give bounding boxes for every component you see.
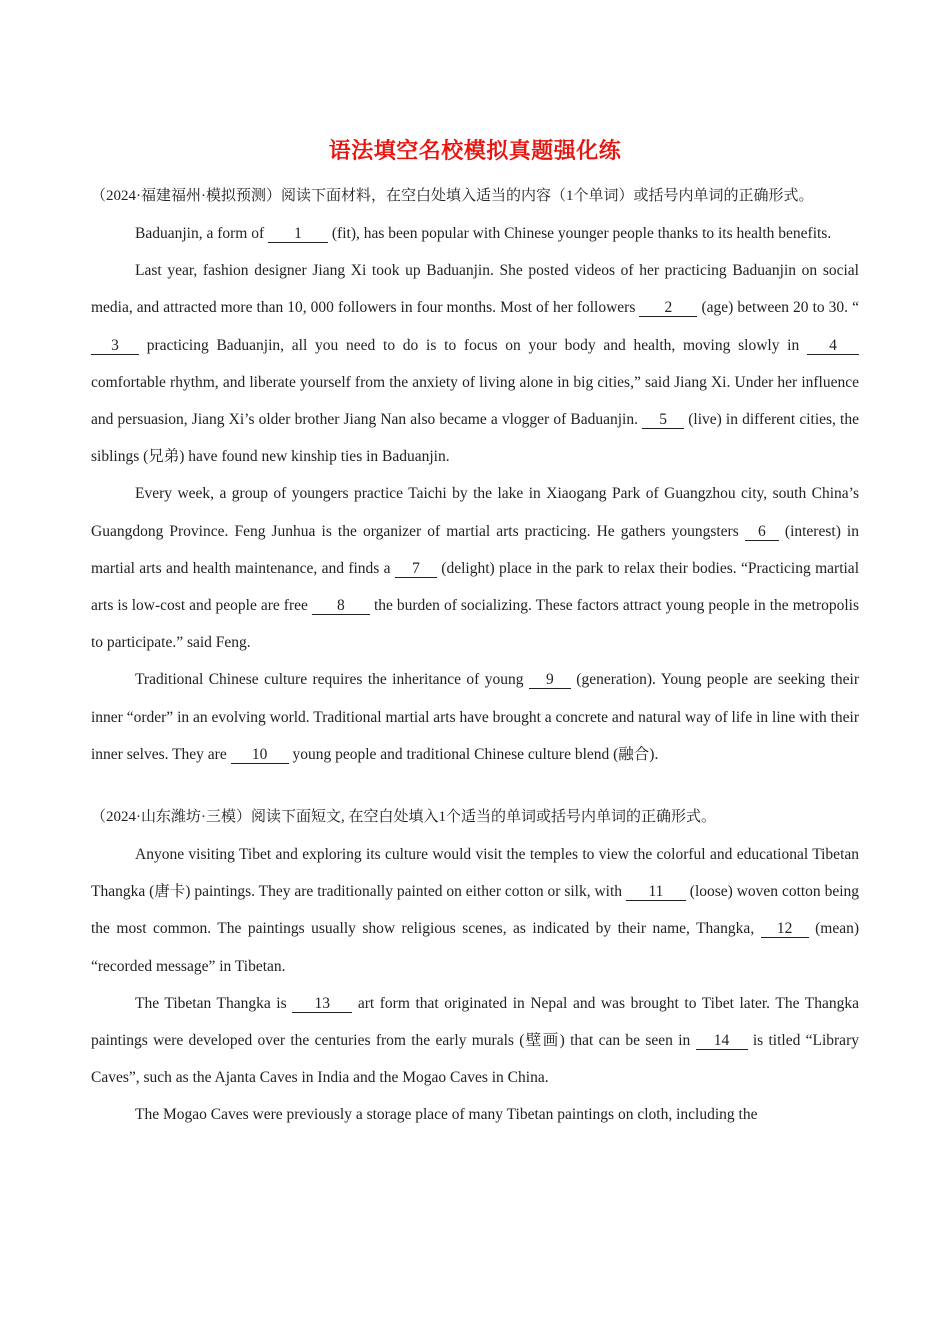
page-title: 语法填空名校模拟真题强化练	[328, 139, 622, 164]
section2-paragraph-1: Anyone visiting Tibet and exploring its culture would visit the temples to view the colorful and educational Tibetan Thangka (唐卡) paintings. They are traditionally painted on either cotton or silk, with 11 (loose) woven cotton being the most common. The paintings usually show religious scenes, as indicated by their name, Thangka, 12 (mean) “recorded message” in Tibetan.	[91, 846, 860, 975]
section2-paragraph-2: The Tibetan Thangka is 13 art form that originated in Nepal and was brought to Tibet later. The Thangka paintings were developed over the centuries from the early murals (壁画) that can be seen in 14 is titled “Library Caves”, such as the Ajanta Caves in India and the Mogao Caves in China.	[91, 994, 859, 1087]
blank-1[interactable]: 1	[268, 225, 328, 243]
section1-paragraph-4: Traditional Chinese culture requires the inheritance of young 9 (generation). Young people are seeking their inner “order” in an evolving world. Traditional martial arts have brought a concrete and natural way of life in line with their inner selves. They are 10 young people and traditional Chinese culture blend (融合).	[91, 671, 859, 763]
blank-6[interactable]: 6	[745, 523, 779, 541]
blank-5[interactable]: 5	[642, 411, 684, 429]
section1-intro: （2024·福建福州·模拟预测）阅读下面材料，在空白处填入适当的内容（1个单词）或括号内单词的正确形式。	[91, 188, 814, 204]
blank-2[interactable]: 2	[639, 299, 697, 317]
section-spacer	[91, 773, 859, 799]
document-content	[91, 132, 859, 1134]
blank-14[interactable]: 14	[696, 1032, 748, 1050]
blank-13[interactable]: 13	[292, 995, 352, 1013]
blank-11[interactable]: 11	[626, 883, 686, 901]
section2-paragraph-3: The Mogao Caves were previously a storage place of many Tibetan paintings on cloth, including the	[135, 1106, 758, 1124]
section1-paragraph-1: Baduanjin, a form of 1 (fit), has been popular with Chinese younger people thanks to its health benefits.	[135, 225, 832, 242]
blank-8[interactable]: 8	[312, 597, 370, 615]
blank-12[interactable]: 12	[761, 920, 809, 938]
blank-10[interactable]: 10	[231, 746, 289, 764]
section1-paragraph-3: Every week, a group of youngers practice Taichi by the lake in Xiaogang Park of Guangzhou city, south China’s Guangdong Province. Feng Junhua is the organizer of martial arts practicing. He gathers youngsters 6 (interest) in martial arts and health maintenance, and finds a 7 (delight) place in the park to relax their bodies. “Practicing martial arts is low-cost and people are free 8 the burden of socializing. These factors attract young people in the metropolis to participate.” said Feng.	[91, 485, 860, 652]
blank-9[interactable]: 9	[529, 671, 571, 689]
blank-7[interactable]: 7	[395, 560, 437, 578]
section2-intro: （2024·山东潍坊·三模）阅读下面短文, 在空白处填入1个适当的单词或括号内单词的正确形式。	[91, 809, 716, 826]
blank-3[interactable]: 3	[91, 337, 139, 355]
section1-paragraph-2: Last year, fashion designer Jiang Xi took up Baduanjin. She posted videos of her practicing Baduanjin on social media, and attracted more than 10, 000 followers in four months. Most of her followers 2 (age) between 20 to 30. “3 practicing Baduanjin, all you need to do is to focus on your body and health, moving slowly in 4 comfortable rhythm, and liberate yourself from the anxiety of living alone in big cities,” said Jiang Xi. Under her influence and persuasion, Jiang Xi’s older brother Jiang Nan also became a vlogger of Baduanjin. 5 (live) in different cities, the siblings (兄弟) have found new kinship ties in Baduanjin.	[91, 262, 859, 466]
blank-4[interactable]: 4	[807, 337, 859, 355]
